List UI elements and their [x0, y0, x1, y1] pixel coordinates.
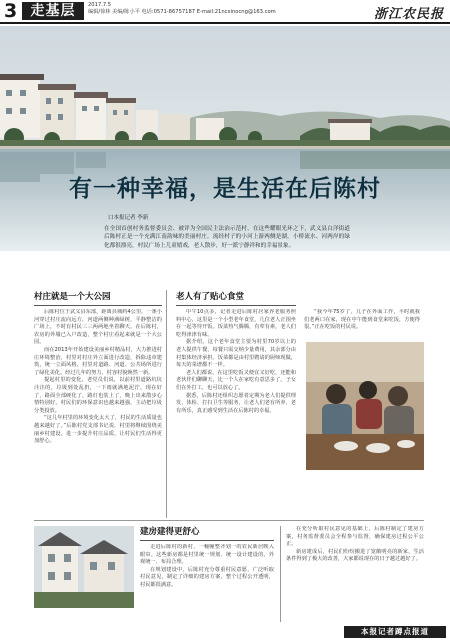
- col1-paragraph: “这几年村里的环境变化太大了，村民的生活质量也越来越好了。”后陈村党支部书记说，村里将继续围绕美丽乡村建设，进一步提升村庄品质，让村民们生活得更加舒心。: [34, 415, 162, 445]
- dining-photo: [306, 342, 424, 470]
- col2-paragraph: 中午10点多，记者走进后陈村居家养老服务照料中心，这里是一个小型老年食堂，几位老人正围坐在一起等待开饭。饭菜热气腾腾，有荤有素，老人们吃得津津有味。: [176, 309, 296, 338]
- edit-info: [88, 2, 276, 16]
- col3-body: [304, 309, 420, 339]
- col4-heading: 建房建得更舒心: [140, 527, 200, 537]
- edit-date: 2017.7.5: [88, 2, 112, 8]
- col1-paragraph: 提起村里的变化，老党员们说，以前村里道路坑坑洼洼的，垃圾到处乱扔，一下雨就满地泥泞。现在好了，路面全部硬化了，路灯也装上了，晚上出来散步心情特别好。村民们的环保意识也越来越强，主动把垃圾分类投放。: [34, 377, 162, 414]
- lead-paragraph: 在全国首创村务监督委员会、被评为全国民主法治示范村、在这些耀眼光环之下，武义县白洋街道后陈村正是一个充满江南韵味的美丽村庄。流经村子的小河上游两侧是湖，小桥流水、河两岸的绿化都很漂亮，村民广场上儿童嬉戏，老人散步，好一派宁静祥和的幸福景象。: [104, 226, 350, 249]
- headline-band: [0, 174, 450, 204]
- houses-photo: [34, 526, 134, 608]
- edit-contact: 编辑/徐林 美编/陈小平 电话:0571-86757187 E-mail:21ncxinocng@163.com: [88, 9, 276, 15]
- col4-paragraph: 在规划建设中，后陈村充分尊重村民意愿，广泛听取村民意见，制定了详细的建房方案，整个过程公开透明，村民都很满意。: [140, 566, 274, 588]
- col4-rule: [140, 540, 274, 541]
- masthead: [0, 0, 450, 22]
- col2-paragraph: 老人们都说，在这里吃饭又便宜又好吃，还能和老伙伴们聊聊天，比一个人在家吃有意思多了。子女们在外打工，也可以放心了。: [176, 369, 296, 391]
- section-divider: [34, 520, 424, 521]
- col2-heading: 老人有了贴心食堂: [176, 292, 245, 302]
- col5-body: [286, 526, 424, 622]
- masthead-rule: [0, 22, 450, 24]
- col2-body: [176, 309, 296, 521]
- col2-rule: [176, 305, 296, 306]
- col4-paragraph: 走进后陈村的新村，一幢幢整齐划一的农民新居映入眼帘。这些新房都是村里统一规划、统一设计建设的，外观统一、布局合理。: [140, 544, 274, 566]
- newspaper-logo: 浙江农民报: [373, 7, 444, 22]
- footer-tag: 本报记者蹲点报道: [344, 626, 446, 638]
- headline: 有一种幸福，是生活在后陈村: [69, 176, 381, 202]
- col2-paragraph: 据悉，后陈村还组织志愿者定期为老人们提供理发、体检、打扫卫生等服务，让老人们老有所养、老有所乐，真正感受到生活在后陈村的幸福。: [176, 392, 296, 414]
- column-divider: [166, 290, 167, 518]
- col2-paragraph: 据介绍，这个老年食堂主要为村里70岁以上的老人提供午餐，每餐只需交纳少量费用，其余部分由村集体经济承担。饭菜都是由村里聘请的厨师现做，每天的菜谱都不一样。: [176, 339, 296, 369]
- column-divider: [280, 526, 281, 622]
- col3-paragraph: “我今年75岁了，儿子在外面工作，平时就我们老两口在家，现在中午能到食堂来吃饭，方便得很。”正在吃饭的村民说。: [304, 309, 420, 331]
- hero-photo: [0, 26, 450, 251]
- byline: 口本报记者 李新: [108, 215, 149, 221]
- section-title: 走基层: [22, 2, 84, 20]
- page-number: 3: [4, 0, 18, 22]
- col5-paragraph: 在充分听取村民意见的基础上，后陈村制定了建房方案，村务监督委员会全程参与监督，确保建房过程公平公正。: [286, 526, 424, 548]
- col1-paragraph: 后陈村位于武义县东部，距离县城约4公里，一条小河穿过村庄流向远方，河道两侧种满绿树，平静整洁的广场上，不时有村民三三两两地坐着聊天。在后陈村，农房的外墙已入户改造，整个村庄看起来就是一个大公园。: [34, 309, 162, 346]
- col1-heading: 村庄就是一个大公园: [34, 292, 111, 302]
- col1-paragraph: 而在2013年开始建设美丽乡村精品村，大力推进村庄环境整治，村里对村庄外立面进行改造，拆除违章建筑，统一立面风格，村里对道路、河道、公共场所进行了绿化美化。经过几年的努力，村容村貌焕然一新。: [34, 346, 162, 376]
- col4-body: [140, 544, 274, 624]
- col1-body: [34, 309, 162, 514]
- col5-paragraph: 新房建成后，村民们纷纷搬进了宽敞明亮的新家，生活条件得到了极大的改善，大家都说现在的日子越过越好了。: [286, 548, 424, 563]
- col1-rule: [34, 305, 162, 306]
